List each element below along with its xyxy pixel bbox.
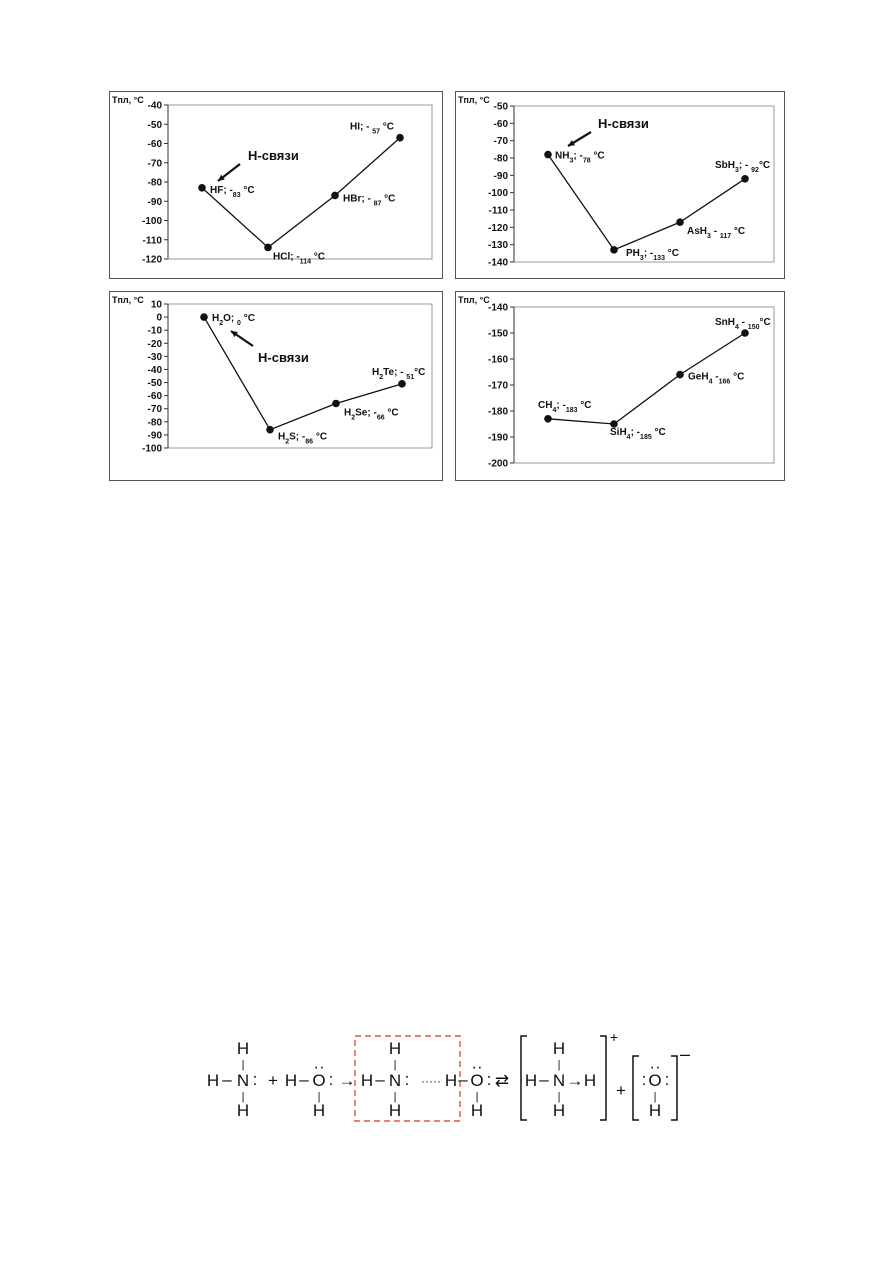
data-label-hf: HF; $-_{83}$ °C: [210, 184, 255, 199]
complex-lone-pair: :: [404, 1070, 410, 1089]
chart-panel-group15-hydrides: [455, 91, 785, 279]
donor-acceptor-arrow: →: [566, 1071, 584, 1090]
data-point-ch4: [544, 415, 552, 423]
ammonium-charge: +: [609, 1029, 619, 1045]
y-tick-label: -60: [493, 118, 508, 130]
y-tick-label: -10: [147, 325, 162, 337]
data-label-ash3: AsH$_3$ - $_{117}$ °C: [687, 226, 746, 240]
complex-o: O: [470, 1071, 484, 1090]
data-label-h2s: $H_2S$; $-_{86}$ °C: [278, 431, 328, 446]
data-point-geh4: [676, 371, 684, 379]
y-tick-label: -90: [147, 196, 162, 208]
nh3-h-top: H: [236, 1039, 250, 1058]
complex-h-bridge: H: [444, 1071, 458, 1090]
hydroxide-o: O: [648, 1071, 662, 1090]
plus-sign-2: +: [616, 1081, 626, 1100]
hydrogen-bond-annotation: H-связи: [258, 350, 309, 365]
y-tick-label: -180: [487, 406, 508, 418]
ammonium-bond-left: –: [539, 1070, 549, 1089]
data-point-sbh3: [741, 175, 749, 183]
data-label-nh3: $NH_3$; $-_{78}$ °C: [555, 150, 605, 165]
y-tick-label: -60: [147, 391, 162, 403]
complex-bond-bridge: –: [458, 1070, 468, 1089]
y-tick-label: -80: [147, 177, 162, 189]
nh3-h-bottom: H: [236, 1101, 250, 1120]
y-axis-label: Tпл, °C: [458, 295, 490, 305]
chart-panel-group14-hydrides: [455, 291, 785, 481]
hydroxide-charge: –: [679, 1044, 691, 1064]
y-tick-label: -110: [142, 235, 162, 247]
data-label-h2se: $H_2Se$; $-_{66}$ °C: [344, 407, 399, 421]
complex-o-bond-bottom: |: [475, 1091, 479, 1103]
data-point-ash3: [676, 218, 684, 226]
data-label-h2o: $H_2O$; $_0$ °C: [212, 313, 255, 327]
complex-o-lone-pair: :: [486, 1070, 492, 1089]
h2o-h-bottom: H: [312, 1101, 326, 1120]
hydrogen-bond-annotation: H-связи: [598, 116, 649, 131]
hydroxide-lone-pair-right: :: [664, 1070, 670, 1089]
data-label-hcl: HCl; $-_{114}$ °C: [273, 251, 325, 265]
hydroxide-bond-bottom: |: [653, 1091, 657, 1103]
data-point-hf: [198, 184, 206, 192]
h2o-bond-bottom: |: [317, 1091, 321, 1103]
y-tick-label: -100: [487, 188, 508, 200]
ammonium-bond-bottom: |: [557, 1091, 561, 1103]
nh3-lone-pair: :: [252, 1070, 258, 1089]
chart-panel-group16-hydrides: [109, 291, 443, 481]
data-point-hi: [396, 134, 404, 142]
y-tick-label: -70: [493, 136, 508, 148]
y-tick-label: -50: [147, 119, 162, 131]
nh3-bond-bottom: |: [241, 1091, 245, 1103]
nh3-bond-top: |: [241, 1059, 245, 1071]
y-tick-label: -40: [147, 364, 162, 376]
data-label-hi: HI; - $_{57}$ °C: [350, 121, 395, 136]
y-tick-label: 10: [150, 299, 162, 311]
y-tick-label: -120: [141, 254, 162, 266]
y-tick-label: -140: [487, 257, 508, 269]
ammonium-h-bottom: H: [552, 1101, 566, 1120]
h2o-lone-pair: :: [328, 1070, 334, 1089]
data-point-nh3: [544, 151, 552, 159]
data-label-h2te: $H_2Te$; - $_{51}$°C: [372, 366, 426, 381]
nh3-bond-left: –: [222, 1070, 232, 1089]
y-tick-label: -190: [487, 432, 508, 444]
y-tick-label: -40: [147, 100, 162, 112]
data-point-h2te: [398, 380, 406, 388]
y-tick-label: -70: [147, 158, 162, 170]
y-tick-label: -100: [141, 216, 162, 227]
ammonium-n: N: [552, 1071, 566, 1090]
nh3-h-left: H: [206, 1071, 220, 1090]
y-tick-label: -170: [487, 380, 508, 392]
y-tick-label: -70: [147, 404, 162, 416]
data-point-ph3: [610, 246, 618, 254]
data-label-ph3: $PH_3$; $-_{133}$ °C: [626, 247, 679, 262]
data-label-snh4: SnH$_4$ - $_{150}$°C: [715, 317, 771, 331]
y-tick-label: -200: [487, 458, 508, 470]
data-label-ch4: $CH_4$; $-_{183}$ °C: [538, 399, 592, 414]
complex-bond-left: –: [375, 1070, 385, 1089]
y-tick-label: -100: [141, 443, 162, 455]
y-tick-label: -20: [147, 338, 162, 350]
y-tick-label: 0: [156, 312, 162, 324]
equilibrium-arrow: ⇄: [494, 1071, 510, 1090]
data-point-hbr: [331, 192, 339, 200]
h2o-h-left: H: [284, 1071, 298, 1090]
hydroxide-h: H: [648, 1101, 662, 1120]
hydroxide-lone-pair-top: ··: [649, 1057, 661, 1076]
data-point-h2o: [200, 313, 208, 321]
complex-bond-top: |: [393, 1059, 397, 1071]
data-label-sbh3: SbH$_3$; - $_{92}$°C: [715, 159, 771, 174]
y-tick-label: -90: [147, 430, 162, 442]
reaction-arrow: →: [338, 1071, 356, 1090]
complex-o-h-bottom: H: [470, 1101, 484, 1120]
y-tick-label: -150: [487, 328, 508, 340]
y-tick-label: -90: [493, 170, 508, 182]
hydrogen-bond-dots: ·····: [421, 1074, 441, 1088]
h2o-bond-left: –: [299, 1070, 309, 1089]
nh3-n: N: [236, 1071, 250, 1090]
plus-sign-1: +: [268, 1071, 278, 1090]
y-tick-label: -130: [487, 240, 508, 252]
complex-o-lone-pair-top: ··: [471, 1057, 483, 1076]
complex-h-bottom: H: [388, 1101, 402, 1120]
ammonium-bond-top: |: [557, 1059, 561, 1071]
ammonia-water-reaction-scheme: [205, 1030, 705, 1130]
data-point-h2s: [266, 426, 274, 434]
complex-h-top: H: [388, 1039, 402, 1058]
complex-bond-bottom: |: [393, 1091, 397, 1103]
y-axis-label: Tпл, °C: [112, 95, 144, 105]
y-tick-label: -160: [487, 354, 508, 366]
y-axis-label: Tпл, °C: [112, 295, 144, 305]
complex-n: N: [388, 1071, 402, 1090]
data-label-hbr: HBr; - $_{87}$ °C: [343, 193, 396, 207]
ammonium-h-top: H: [552, 1039, 566, 1058]
hydroxide-lone-pair-left: :: [641, 1070, 647, 1089]
chart-panel-hydrogen-halides: [109, 91, 443, 279]
ammonium-h-right: H: [583, 1071, 597, 1090]
hydrogen-bond-annotation: H-связи: [248, 148, 299, 163]
y-tick-label: -50: [493, 101, 508, 113]
h2o-lone-pair-top: ··: [313, 1057, 325, 1076]
y-tick-label: -60: [147, 139, 162, 150]
y-tick-label: -120: [487, 222, 508, 234]
h2o-o: O: [312, 1071, 326, 1090]
data-point-hcl: [264, 244, 272, 252]
y-tick-label: -30: [147, 351, 162, 363]
data-label-sih4: SiH$_4$; $-_{185}$ °C: [610, 427, 666, 441]
y-axis-label: Tпл, °C: [458, 95, 490, 105]
data-label-geh4: GeH$_4$ $-_{166}$ °C: [688, 371, 745, 386]
y-tick-label: -140: [487, 302, 508, 314]
y-tick-label: -80: [493, 153, 508, 165]
y-tick-label: -50: [147, 378, 162, 390]
complex-h-left: H: [360, 1071, 374, 1090]
y-tick-label: -110: [488, 205, 508, 217]
y-tick-label: -80: [147, 417, 162, 429]
ammonium-h-left: H: [524, 1071, 538, 1090]
data-point-h2se: [332, 400, 340, 408]
